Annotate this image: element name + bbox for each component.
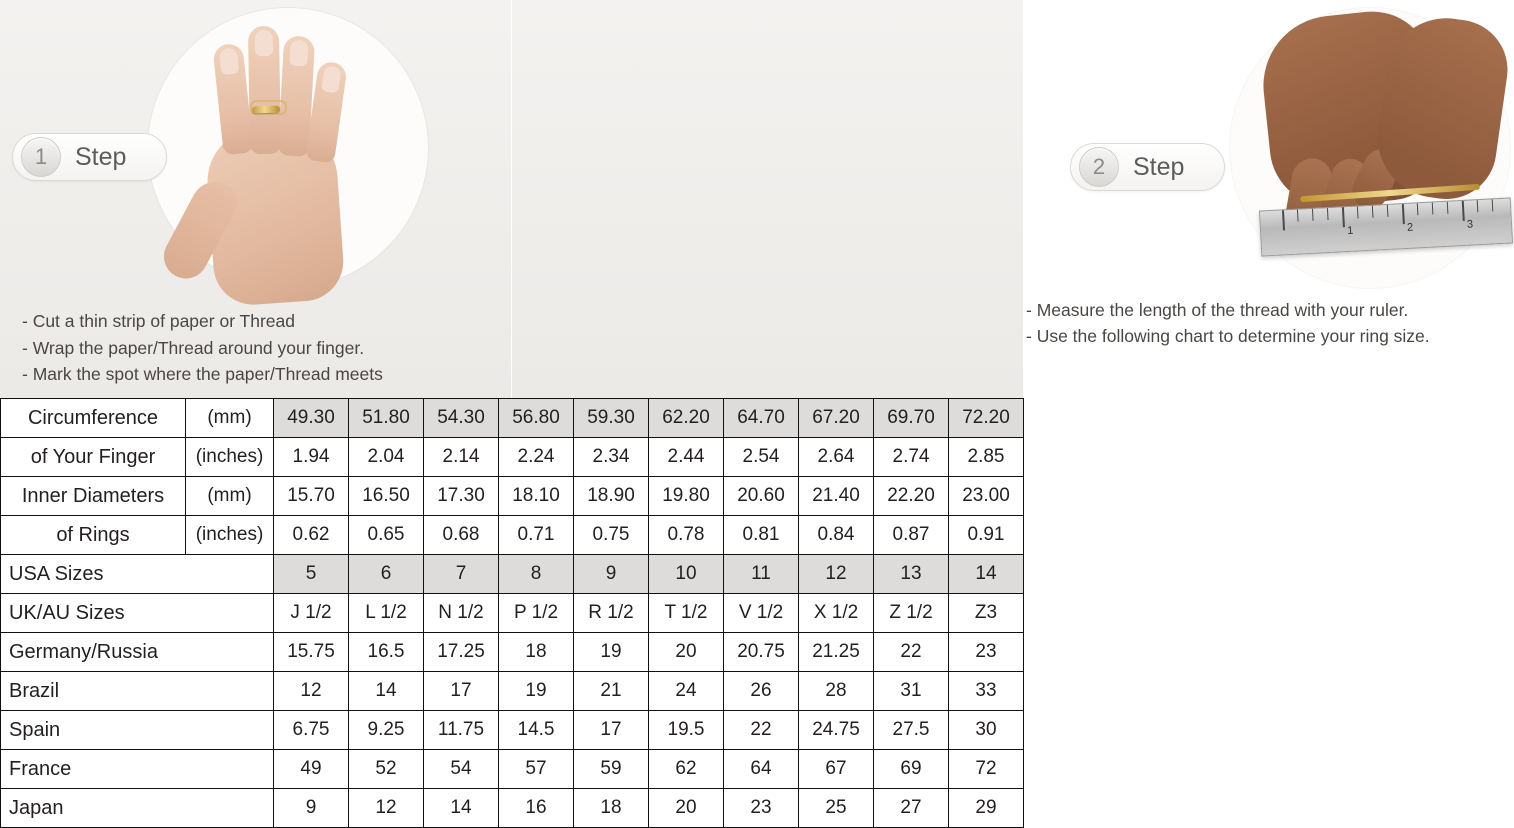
ruler-number: 1 bbox=[1346, 224, 1354, 238]
cell: 14 bbox=[424, 789, 499, 828]
cell: 19 bbox=[499, 672, 574, 711]
cell: 11.75 bbox=[424, 711, 499, 750]
cell: 0.62 bbox=[274, 516, 349, 555]
cell: 0.87 bbox=[874, 516, 949, 555]
cell: 17.30 bbox=[424, 477, 499, 516]
cell: 15.75 bbox=[274, 633, 349, 672]
cell: 18.90 bbox=[574, 477, 649, 516]
row-unit: (inches) bbox=[186, 516, 274, 555]
cell: 29 bbox=[949, 789, 1024, 828]
step-2-badge bbox=[1070, 140, 1225, 194]
cell: L 1/2 bbox=[349, 594, 424, 633]
table-row bbox=[1, 672, 1024, 711]
cell: 18 bbox=[574, 789, 649, 828]
row-label-france: France bbox=[1, 750, 274, 789]
step-1-badge bbox=[12, 130, 167, 184]
cell: 2.54 bbox=[724, 438, 799, 477]
cell: 67 bbox=[799, 750, 874, 789]
nail-shape bbox=[254, 30, 273, 56]
cell: 21.40 bbox=[799, 477, 874, 516]
cell: 17 bbox=[424, 672, 499, 711]
cell: 2.64 bbox=[799, 438, 874, 477]
step-1-bullet: - Cut a thin strip of paper or Thread bbox=[22, 311, 296, 332]
cell: 23 bbox=[949, 633, 1024, 672]
cell: 13 bbox=[874, 555, 949, 594]
cell: J 1/2 bbox=[274, 594, 349, 633]
table-row bbox=[1, 516, 1024, 555]
cell: 49 bbox=[274, 750, 349, 789]
cell: 52 bbox=[349, 750, 424, 789]
cell: 2.04 bbox=[349, 438, 424, 477]
table-row bbox=[1, 477, 1024, 516]
cell: 12 bbox=[349, 789, 424, 828]
cell: 23 bbox=[724, 789, 799, 828]
cell: 0.78 bbox=[649, 516, 724, 555]
row-label-inner-diameters-2: of Rings bbox=[1, 516, 186, 555]
cell: 2.85 bbox=[949, 438, 1024, 477]
cell: 26 bbox=[724, 672, 799, 711]
cell: 10 bbox=[649, 555, 724, 594]
row-label-uk-au-sizes: UK/AU Sizes bbox=[1, 594, 274, 633]
cell: T 1/2 bbox=[649, 594, 724, 633]
nail-shape bbox=[289, 40, 309, 67]
row-label-spain: Spain bbox=[1, 711, 274, 750]
cell: 14 bbox=[349, 672, 424, 711]
nail-shape bbox=[219, 47, 240, 75]
cell: X 1/2 bbox=[799, 594, 874, 633]
step-1-instructions bbox=[22, 308, 383, 388]
hand-measuring-thread-illustration bbox=[1230, 8, 1510, 288]
finger-shape bbox=[248, 26, 281, 155]
cell: 33 bbox=[949, 672, 1024, 711]
cell: 16.5 bbox=[349, 633, 424, 672]
cell: 19 bbox=[574, 633, 649, 672]
cell: 14 bbox=[949, 555, 1024, 594]
cell: 6.75 bbox=[274, 711, 349, 750]
step-2-instructions bbox=[1026, 297, 1430, 350]
cell: 9.25 bbox=[349, 711, 424, 750]
step-1-bullet: - Mark the spot where the paper/Thread meets bbox=[22, 364, 383, 385]
cell: V 1/2 bbox=[724, 594, 799, 633]
cell: 57 bbox=[499, 750, 574, 789]
cell: 2.34 bbox=[574, 438, 649, 477]
row-unit: (mm) bbox=[186, 399, 274, 438]
cell: 27 bbox=[874, 789, 949, 828]
row-label-circumference: Circumference bbox=[1, 399, 186, 438]
cell: R 1/2 bbox=[574, 594, 649, 633]
ruler-number: 3 bbox=[1466, 218, 1474, 231]
step-1-number: 1 bbox=[21, 137, 61, 177]
row-label-inner-diameters: Inner Diameters bbox=[1, 477, 186, 516]
cell: 30 bbox=[949, 711, 1024, 750]
ring-band-icon bbox=[252, 106, 280, 114]
hand-with-ring-illustration bbox=[148, 8, 428, 288]
cell: 62.20 bbox=[649, 399, 724, 438]
cell: 22 bbox=[874, 633, 949, 672]
table-row bbox=[1, 438, 1024, 477]
cell: 1.94 bbox=[274, 438, 349, 477]
cell: N 1/2 bbox=[424, 594, 499, 633]
cell: 11 bbox=[724, 555, 799, 594]
step-2-label: Step bbox=[1133, 152, 1185, 181]
cell: 27.5 bbox=[874, 711, 949, 750]
cell: 9 bbox=[574, 555, 649, 594]
cell: 6 bbox=[349, 555, 424, 594]
cell: P 1/2 bbox=[499, 594, 574, 633]
step-2-number: 2 bbox=[1079, 147, 1119, 187]
cell: 12 bbox=[799, 555, 874, 594]
table-row bbox=[1, 399, 1024, 438]
row-unit: (inches) bbox=[186, 438, 274, 477]
ring-size-chart bbox=[0, 398, 1024, 828]
cell: 28 bbox=[799, 672, 874, 711]
steps-section bbox=[0, 0, 1474, 398]
cell: 62 bbox=[649, 750, 724, 789]
table-row bbox=[1, 750, 1024, 789]
cell: 2.24 bbox=[499, 438, 574, 477]
cell: 2.44 bbox=[649, 438, 724, 477]
row-label-germany-russia: Germany/Russia bbox=[1, 633, 274, 672]
cell: 0.65 bbox=[349, 516, 424, 555]
cell: 22 bbox=[724, 711, 799, 750]
nail-shape bbox=[321, 65, 342, 93]
step-1-label: Step bbox=[75, 142, 127, 171]
cell: 0.91 bbox=[949, 516, 1024, 555]
cell: 21.25 bbox=[799, 633, 874, 672]
cell: 17 bbox=[574, 711, 649, 750]
cell: 59.30 bbox=[574, 399, 649, 438]
row-label-circumference-2: of Your Finger bbox=[1, 438, 186, 477]
step-1-bullet: - Wrap the paper/Thread around your finger. bbox=[22, 337, 365, 358]
cell: Z 1/2 bbox=[874, 594, 949, 633]
table-row bbox=[1, 711, 1024, 750]
cell: 0.84 bbox=[799, 516, 874, 555]
cell: 12 bbox=[274, 672, 349, 711]
cell: 18 bbox=[499, 633, 574, 672]
cell: 54 bbox=[424, 750, 499, 789]
cell: 64.70 bbox=[724, 399, 799, 438]
cell: 19.80 bbox=[649, 477, 724, 516]
cell: 24.75 bbox=[799, 711, 874, 750]
finger-shape bbox=[212, 43, 253, 156]
cell: 51.80 bbox=[349, 399, 424, 438]
cell: 0.71 bbox=[499, 516, 574, 555]
cell: 17.25 bbox=[424, 633, 499, 672]
step-1-pill bbox=[12, 133, 167, 181]
cell: 0.81 bbox=[724, 516, 799, 555]
step-2-panel bbox=[511, 0, 1474, 398]
cell: 8 bbox=[499, 555, 574, 594]
cell: 5 bbox=[274, 555, 349, 594]
row-unit: (mm) bbox=[186, 477, 274, 516]
ruler-number: 2 bbox=[1406, 221, 1414, 234]
cell: 67.20 bbox=[799, 399, 874, 438]
cell: 2.14 bbox=[424, 438, 499, 477]
table-row bbox=[1, 633, 1024, 672]
step-2-bullet: - Use the following chart to determine your ring size. bbox=[1026, 326, 1430, 347]
cell: 14.5 bbox=[499, 711, 574, 750]
cell: 23.00 bbox=[949, 477, 1024, 516]
cell: 7 bbox=[424, 555, 499, 594]
cell: 0.68 bbox=[424, 516, 499, 555]
cell: 54.30 bbox=[424, 399, 499, 438]
cell: Z3 bbox=[949, 594, 1024, 633]
cell: 56.80 bbox=[499, 399, 574, 438]
cell: 9 bbox=[274, 789, 349, 828]
step-1-photo bbox=[148, 8, 428, 288]
cell: 64 bbox=[724, 750, 799, 789]
cell: 49.30 bbox=[274, 399, 349, 438]
step-2-photo bbox=[1230, 8, 1510, 288]
cell: 15.70 bbox=[274, 477, 349, 516]
cell: 0.75 bbox=[574, 516, 649, 555]
cell: 19.5 bbox=[649, 711, 724, 750]
cell: 25 bbox=[799, 789, 874, 828]
cell: 59 bbox=[574, 750, 649, 789]
row-label-brazil: Brazil bbox=[1, 672, 274, 711]
step-2-bullet: - Measure the length of the thread with your ruler. bbox=[1026, 299, 1409, 320]
cell: 16.50 bbox=[349, 477, 424, 516]
table-row bbox=[1, 594, 1024, 633]
step-1-panel bbox=[0, 0, 511, 398]
cell: 18.10 bbox=[499, 477, 574, 516]
cell: 20 bbox=[649, 633, 724, 672]
cell: 72 bbox=[949, 750, 1024, 789]
cell: 16 bbox=[499, 789, 574, 828]
cell: 20.60 bbox=[724, 477, 799, 516]
cell: 24 bbox=[649, 672, 724, 711]
cell: 69 bbox=[874, 750, 949, 789]
cell: 20 bbox=[649, 789, 724, 828]
step-2-pill bbox=[1070, 143, 1225, 191]
cell: 2.74 bbox=[874, 438, 949, 477]
row-label-japan: Japan bbox=[1, 789, 274, 828]
cell: 20.75 bbox=[724, 633, 799, 672]
cell: 22.20 bbox=[874, 477, 949, 516]
cell: 31 bbox=[874, 672, 949, 711]
table-row bbox=[1, 789, 1024, 828]
row-label-usa-sizes: USA Sizes bbox=[1, 555, 274, 594]
cell: 21 bbox=[574, 672, 649, 711]
cell: 72.20 bbox=[949, 399, 1024, 438]
cell: 69.70 bbox=[874, 399, 949, 438]
table-row bbox=[1, 555, 1024, 594]
